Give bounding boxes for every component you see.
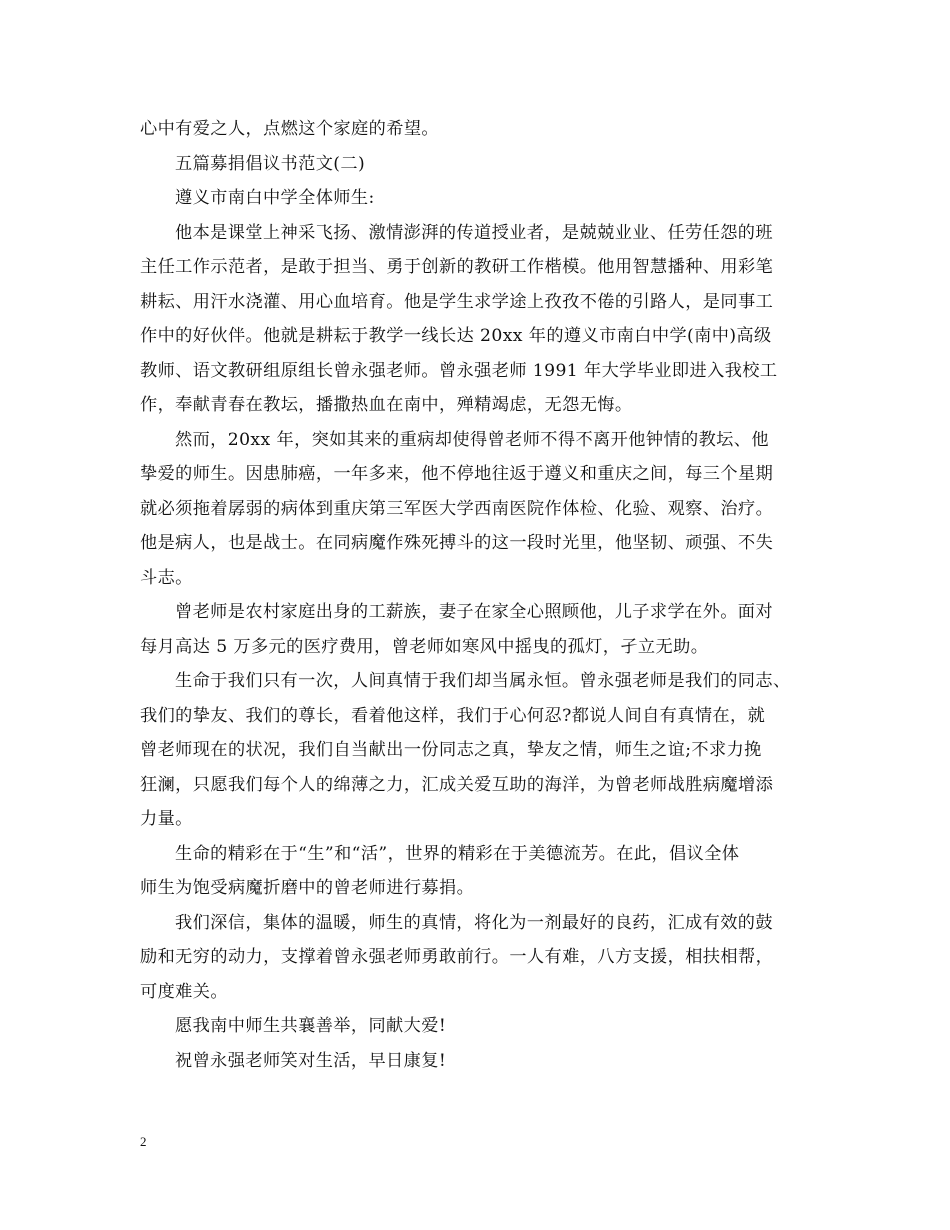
text-line: 他本是课堂上神采飞扬、激情澎湃的传道授业者，是兢兢业业、任劳任怨的班 <box>175 222 773 243</box>
text-line: 生命于我们只有一次，人间真情于我们却当属永恒。曾永强老师是我们的同志、 <box>175 671 791 691</box>
text-line: 五篇募捐倡议书范文(二) <box>175 153 366 174</box>
text-line: 斗志。 <box>140 567 193 588</box>
text-line: 他是病人，也是战士。在同病魔作殊死搏斗的这一段时光里，他坚韧、顽强、不失 <box>140 533 774 553</box>
text-line: 力量。 <box>140 809 193 829</box>
text-line: 主任工作示范者，是敢于担当、勇于创新的教研工作楷模。他用智慧播种、用彩笔 <box>140 257 774 277</box>
page-number: 2 <box>140 1134 147 1149</box>
text-line: 教师、语文教研组原组长曾永强老师。曾永强老师 1991 年大学毕业即进入我校工 <box>140 360 778 381</box>
body-text <box>140 112 820 1078</box>
text-line: 愿我南中师生共襄善举，同献大爱! <box>175 1016 447 1036</box>
text-line: 我们深信，集体的温暖，师生的真情，将化为一剂最好的良药，汇成有效的鼓 <box>175 912 773 933</box>
text-line: 我们的挚友、我们的尊长，看着他这样，我们于心何忍?都说人间自有真情在，就 <box>140 705 766 726</box>
text-line: 曾老师是农村家庭出身的工薪族，妻子在家全心照顾他，儿子求学在外。面对 <box>175 602 773 622</box>
text-line: 遵义市南白中学全体师生: <box>175 188 375 208</box>
text-line: 心中有爱之人，点燃这个家庭的希望。 <box>140 119 439 139</box>
text-line: 然而，20xx 年，突如其来的重病却使得曾老师不得不离开他钟情的教坛、他 <box>175 429 769 450</box>
text-line: 励和无穷的动力，支撑着曾永强老师勇敢前行。一人有难，八方支援，相扶相帮， <box>140 947 774 967</box>
text-line: 作，奉献青春在教坛，播撒热血在南中，殚精竭虑，无怨无悔。 <box>140 395 633 415</box>
text-line: 耕耘、用汗水浇灌、用心血培育。他是学生求学途上孜孜不倦的引路人，是同事工 <box>140 291 774 312</box>
text-line: 祝曾永强老师笑对生活，早日康复! <box>175 1050 447 1071</box>
text-line: 每月高达 5 万多元的医疗费用，曾老师如寒风中摇曳的孤灯，孑立无助。 <box>140 636 709 657</box>
text-line: 狂澜，只愿我们每个人的绵薄之力，汇成关爱互助的海洋，为曾老师战胜病魔增添 <box>140 774 774 795</box>
text-line: 生命的精彩在于“生”和“活”，世界的精彩在于美德流芳。在此，倡议全体 <box>175 843 740 864</box>
text-line: 曾老师现在的状况，我们自当献出一份同志之真，挚友之情，师生之谊;不求力挽 <box>140 740 762 760</box>
text-line: 作中的好伙伴。他就是耕耘于教学一线长达 20xx 年的遵义市南白中学(南中)高级 <box>140 326 772 346</box>
text-line: 挚爱的师生。因患肺癌，一年多来，他不停地往返于遵义和重庆之间，每三个星期 <box>140 464 774 484</box>
text-line: 可度难关。 <box>140 981 228 1002</box>
text-line: 师生为饱受病魔折磨中的曾老师进行募捐。 <box>140 878 475 898</box>
text-line: 就必须拖着孱弱的病体到重庆第三军医大学西南医院作体检、化验、观察、治疗。 <box>140 498 774 519</box>
